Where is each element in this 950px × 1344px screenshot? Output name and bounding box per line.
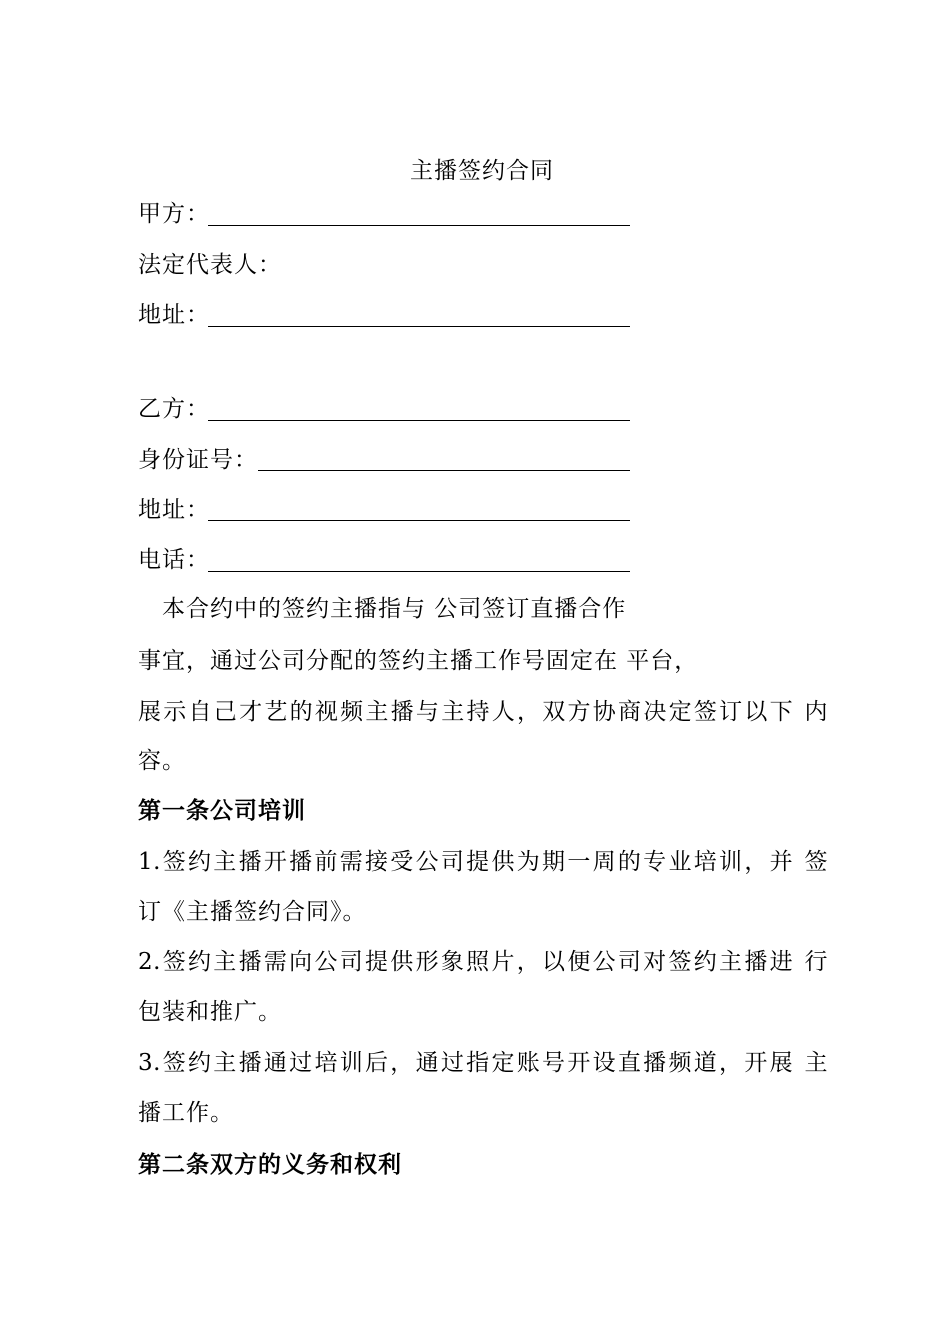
id-number-blank-line [258,470,630,471]
intro-line-3: 展示自己才艺的视频主播与主持人，双方协商决定签订以下 内 [138,699,828,725]
article-1-line-3: 2.签约主播需向公司提供形象照片，以便公司对签约主播进 行 [138,949,828,975]
id-number-label: 身份证号： [138,447,258,473]
article-1-line-6: 播工作。 [138,1100,234,1126]
party-a-blank-line [208,225,630,226]
party-b-blank-line [208,420,630,421]
party-a-address-label: 地址： [138,302,210,328]
article-1-line-4: 包装和推广。 [138,999,282,1025]
article-1-line-1: 1.签约主播开播前需接受公司提供为期一周的专业培训，并 签 [138,849,828,875]
article-1-line-5: 3.签约主播通过培训后，通过指定账号开设直播频道，开展 主 [138,1050,828,1076]
party-a-label: 甲方： [138,201,210,227]
intro-line-2: 事宜，通过公司分配的签约主播工作号固定在 平台， [138,648,699,674]
document-title: 主播签约合同 [410,158,554,184]
article-2-heading: 第二条双方的义务和权利 [138,1151,402,1178]
intro-line-4: 容。 [138,748,186,774]
party-b-address-label: 地址： [138,497,210,523]
phone-blank-line [208,571,630,572]
party-b-address-blank-line [208,520,630,521]
party-b-label: 乙方： [138,396,210,422]
article-1-heading: 第一条公司培训 [138,797,306,824]
phone-label: 电话： [138,547,210,573]
article-1-line-2: 订《主播签约合同》。 [138,899,367,925]
intro-line-1: 本合约中的签约主播指与 公司签订直播合作 [162,596,627,622]
legal-representative-label: 法定代表人： [138,252,282,278]
party-a-address-blank-line [208,326,630,327]
